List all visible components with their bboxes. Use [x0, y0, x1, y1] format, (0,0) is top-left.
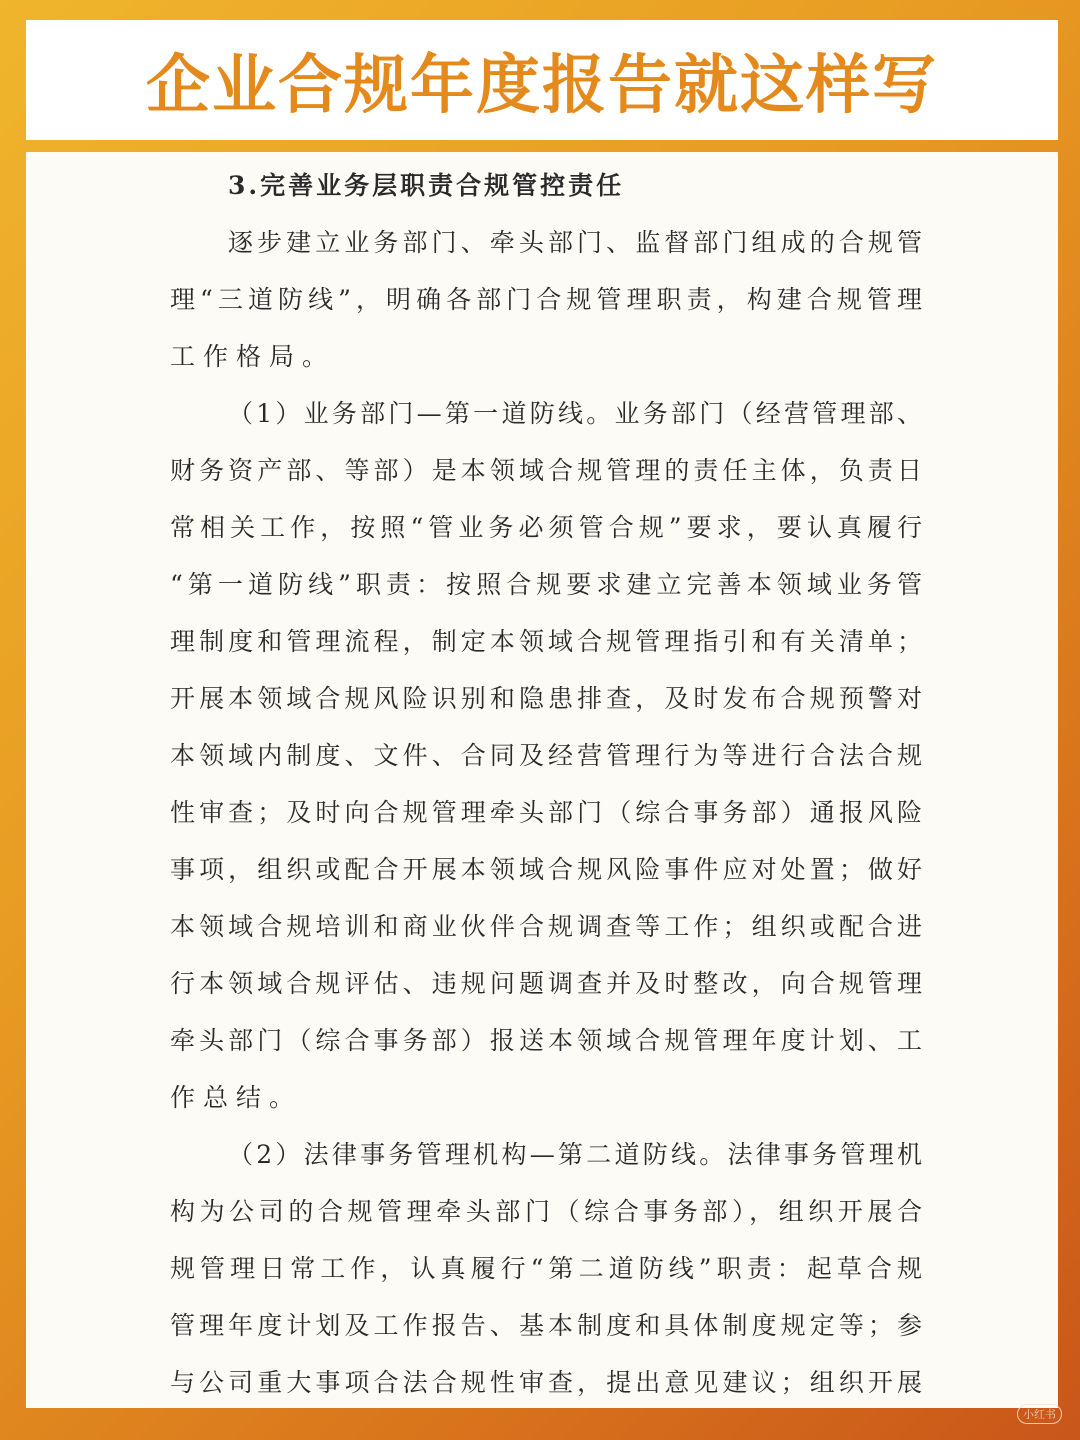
paragraph-line: 理制度和管理流程，制定本领域合规管理指引和有关清单； [170, 627, 922, 656]
paragraph-line: 作总结。 [170, 1083, 303, 1112]
paragraph-line: 工作格局。 [170, 342, 336, 371]
paragraph-line: 财务资产部、等部）是本领域合规管理的责任主体，负责日 [170, 456, 922, 485]
paragraph-line: 逐步建立业务部门、牵头部门、监督部门组成的合规管 [228, 228, 922, 257]
paragraph-line: 开展本领域合规风险识别和隐患排查，及时发布合规预警对 [170, 684, 922, 713]
paragraph-line: （2）法律事务管理机构—第二道防线。法律事务管理机 [228, 1140, 922, 1169]
page-title: 企业合规年度报告就这样写 [146, 49, 938, 123]
paragraph-line: “第一道防线”职责：按照合规要求建立完善本领域业务管 [170, 570, 922, 599]
watermark-badge: 小红书 [1017, 1404, 1062, 1424]
paragraph-line: 牵头部门（综合事务部）报送本领域合规管理年度计划、工 [170, 1026, 922, 1055]
header-banner [26, 20, 1058, 140]
paragraph-line: 行本领域合规评估、违规问题调查并及时整改，向合规管理 [170, 969, 922, 998]
document-body [170, 157, 922, 1408]
paragraph-line: 构为公司的合规管理牵头部门（综合事务部），组织开展合 [170, 1197, 922, 1226]
paragraph-line: 管理年度计划及工作报告、基本制度和具体制度规定等；参 [170, 1311, 922, 1340]
paragraph-line: 本领域合规培训和商业伙伴合规调查等工作；组织或配合进 [170, 912, 922, 941]
paragraph-line: 事项，组织或配合开展本领域合规风险事件应对处置；做好 [170, 855, 922, 884]
section-heading: 3.完善业务层职责合规管控责任 [228, 171, 625, 200]
paragraph-line: （1）业务部门—第一道防线。业务部门（经营管理部、 [228, 399, 922, 428]
paragraph-line: 理“三道防线”，明确各部门合规管理职责，构建合规管理 [170, 285, 922, 314]
paragraph-line: 性审查；及时向合规管理牵头部门（综合事务部）通报风险 [170, 798, 922, 827]
paragraph-line: 常相关工作，按照“管业务必须管合规”要求，要认真履行 [170, 513, 922, 542]
paragraph-line: 与公司重大事项合法合规性审查，提出意见建议；组织开展 [170, 1368, 922, 1397]
paragraph-line: 规管理日常工作，认真履行“第二道防线”职责：起草合规 [170, 1254, 922, 1283]
paragraph-line: 本领域内制度、文件、合同及经营管理行为等进行合法合规 [170, 741, 922, 770]
document-page [26, 152, 1058, 1408]
